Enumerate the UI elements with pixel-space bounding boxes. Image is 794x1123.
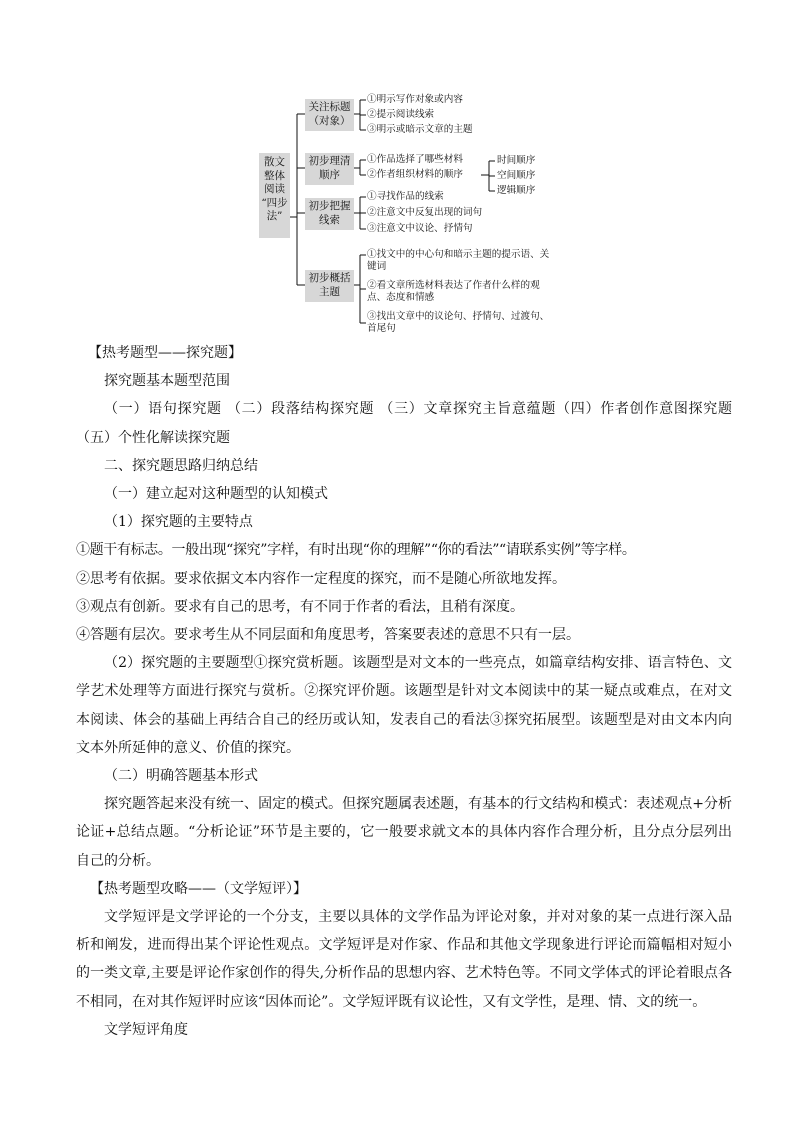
sub-item: 逻辑顺序 bbox=[497, 185, 536, 196]
leaf-item: ②提示阅读线索 bbox=[367, 109, 435, 120]
leaf-item: ①作品选择了哪些材料 bbox=[367, 154, 463, 165]
paragraph: ②思考有依据。要求依据文本内容作一定程度的探究，而不是随心所欲地发挥。 bbox=[76, 570, 566, 587]
leaf-item: ①寻找作品的线索 bbox=[367, 191, 444, 202]
paragraph: 探究题基本题型范围 bbox=[104, 373, 230, 390]
paragraph: ③观点有创新。要求有自己的思考，有不同于作者的看法，且稍有深度。 bbox=[76, 598, 524, 615]
branch-title: 关注标题 （对象） bbox=[305, 99, 354, 131]
paragraph: （一）语句探究题 （二）段落结构探究题 （三）文章探究主旨意蕴题（四）作者创作意图探究题（五）个性化解读探究题 bbox=[76, 401, 732, 446]
branch-order: 初步理清 顺序 bbox=[305, 153, 354, 185]
structure-diagram bbox=[255, 93, 565, 338]
sub-item: 空间顺序 bbox=[497, 170, 536, 181]
paragraph: 文学短评角度 bbox=[104, 1021, 188, 1038]
paragraph: 探究题答起来没有统一、固定的模式。但探究题属表述题，有基本的行文结构和模式：表述观点+分析论证+总结点题。“分析论证”环节是主要的，它一般要求就文本的具体内容作合理分析，且分点分层列出自己的分析。 bbox=[76, 796, 732, 869]
paragraph: （1）探究题的主要特点 bbox=[104, 514, 253, 531]
branch-clue: 初步把握 线索 bbox=[305, 198, 354, 230]
section-heading: 【热考题型——探究题】 bbox=[88, 345, 242, 361]
paragraph: 二、探究题思路归纳总结 bbox=[104, 457, 258, 474]
leaf-item: ②看文章所选材料表达了作者什么样的观点、态度和情感 bbox=[367, 280, 540, 303]
section-heading: 【热考题型攻略——（文学短评）】 bbox=[90, 880, 307, 897]
paragraph: （2）探究题的主要题型①探究赏析题。该题型是对文本的一些亮点，如篇章结构安排、语言特色、文学艺术处理等方面进行探究与赏析。②探究评价题。该题型是针对文本阅读中的某一疑点或难点，在对文本阅读、体会的基础上再结合自己的经历或认知，发表自己的看法③探究拓展型。该题型是对由文本内向文本外所延伸的意义、价值的探究。 bbox=[76, 655, 732, 756]
paragraph: （一）建立起对这种题型的认知模式 bbox=[104, 486, 328, 503]
leaf-item: ①明示写作对象或内容 bbox=[367, 94, 463, 105]
paragraph: （二）明确答题基本形式 bbox=[104, 768, 258, 785]
document-body bbox=[76, 339, 732, 1044]
paragraph: ④答题有层次。要求考生从不同层面和角度思考，答案要表述的意思不只有一层。 bbox=[76, 627, 580, 644]
branch-theme: 初步概括 主题 bbox=[305, 270, 354, 302]
paragraph: 文学短评是文学评论的一个分支，主要以具体的文学作品为评论对象，并对对象的某一点进行深入品析和阐发，进而得出某个评论性观点。文学短评是对作家、作品和其他文学现象进行评论而篇幅相对短小的一类文章,主要是评论作家创作的得失,分析作品的思想内容、艺术特色等。不同文学体式的评论着眼点各不相同，在对其作短评时应该“因体而论”。文学短评既有议论性，又有文学性，是理、情、文的统一。 bbox=[76, 909, 732, 1010]
leaf-item: ③注意文中议论、抒情句 bbox=[367, 223, 473, 234]
diagram-root: 散文 整体 阅读 “四步 法” bbox=[259, 153, 290, 238]
leaf-item: ③找出文章中的议论句、抒情句、过渡句、首尾句 bbox=[367, 311, 550, 334]
paragraph: ①题干有标志。一般出现“探究”字样，有时出现“你的理解”“你的看法”“请联系实例”等字样。 bbox=[76, 542, 636, 559]
leaf-item: ③明示或暗示文章的主题 bbox=[367, 124, 473, 135]
leaf-item: ②注意文中反复出现的词句 bbox=[367, 207, 483, 218]
leaf-item: ①找文中的中心句和暗示主题的提示语、关键词 bbox=[367, 249, 550, 272]
sub-item: 时间顺序 bbox=[497, 155, 536, 166]
leaf-item: ②作者组织材料的顺序 bbox=[367, 169, 463, 180]
